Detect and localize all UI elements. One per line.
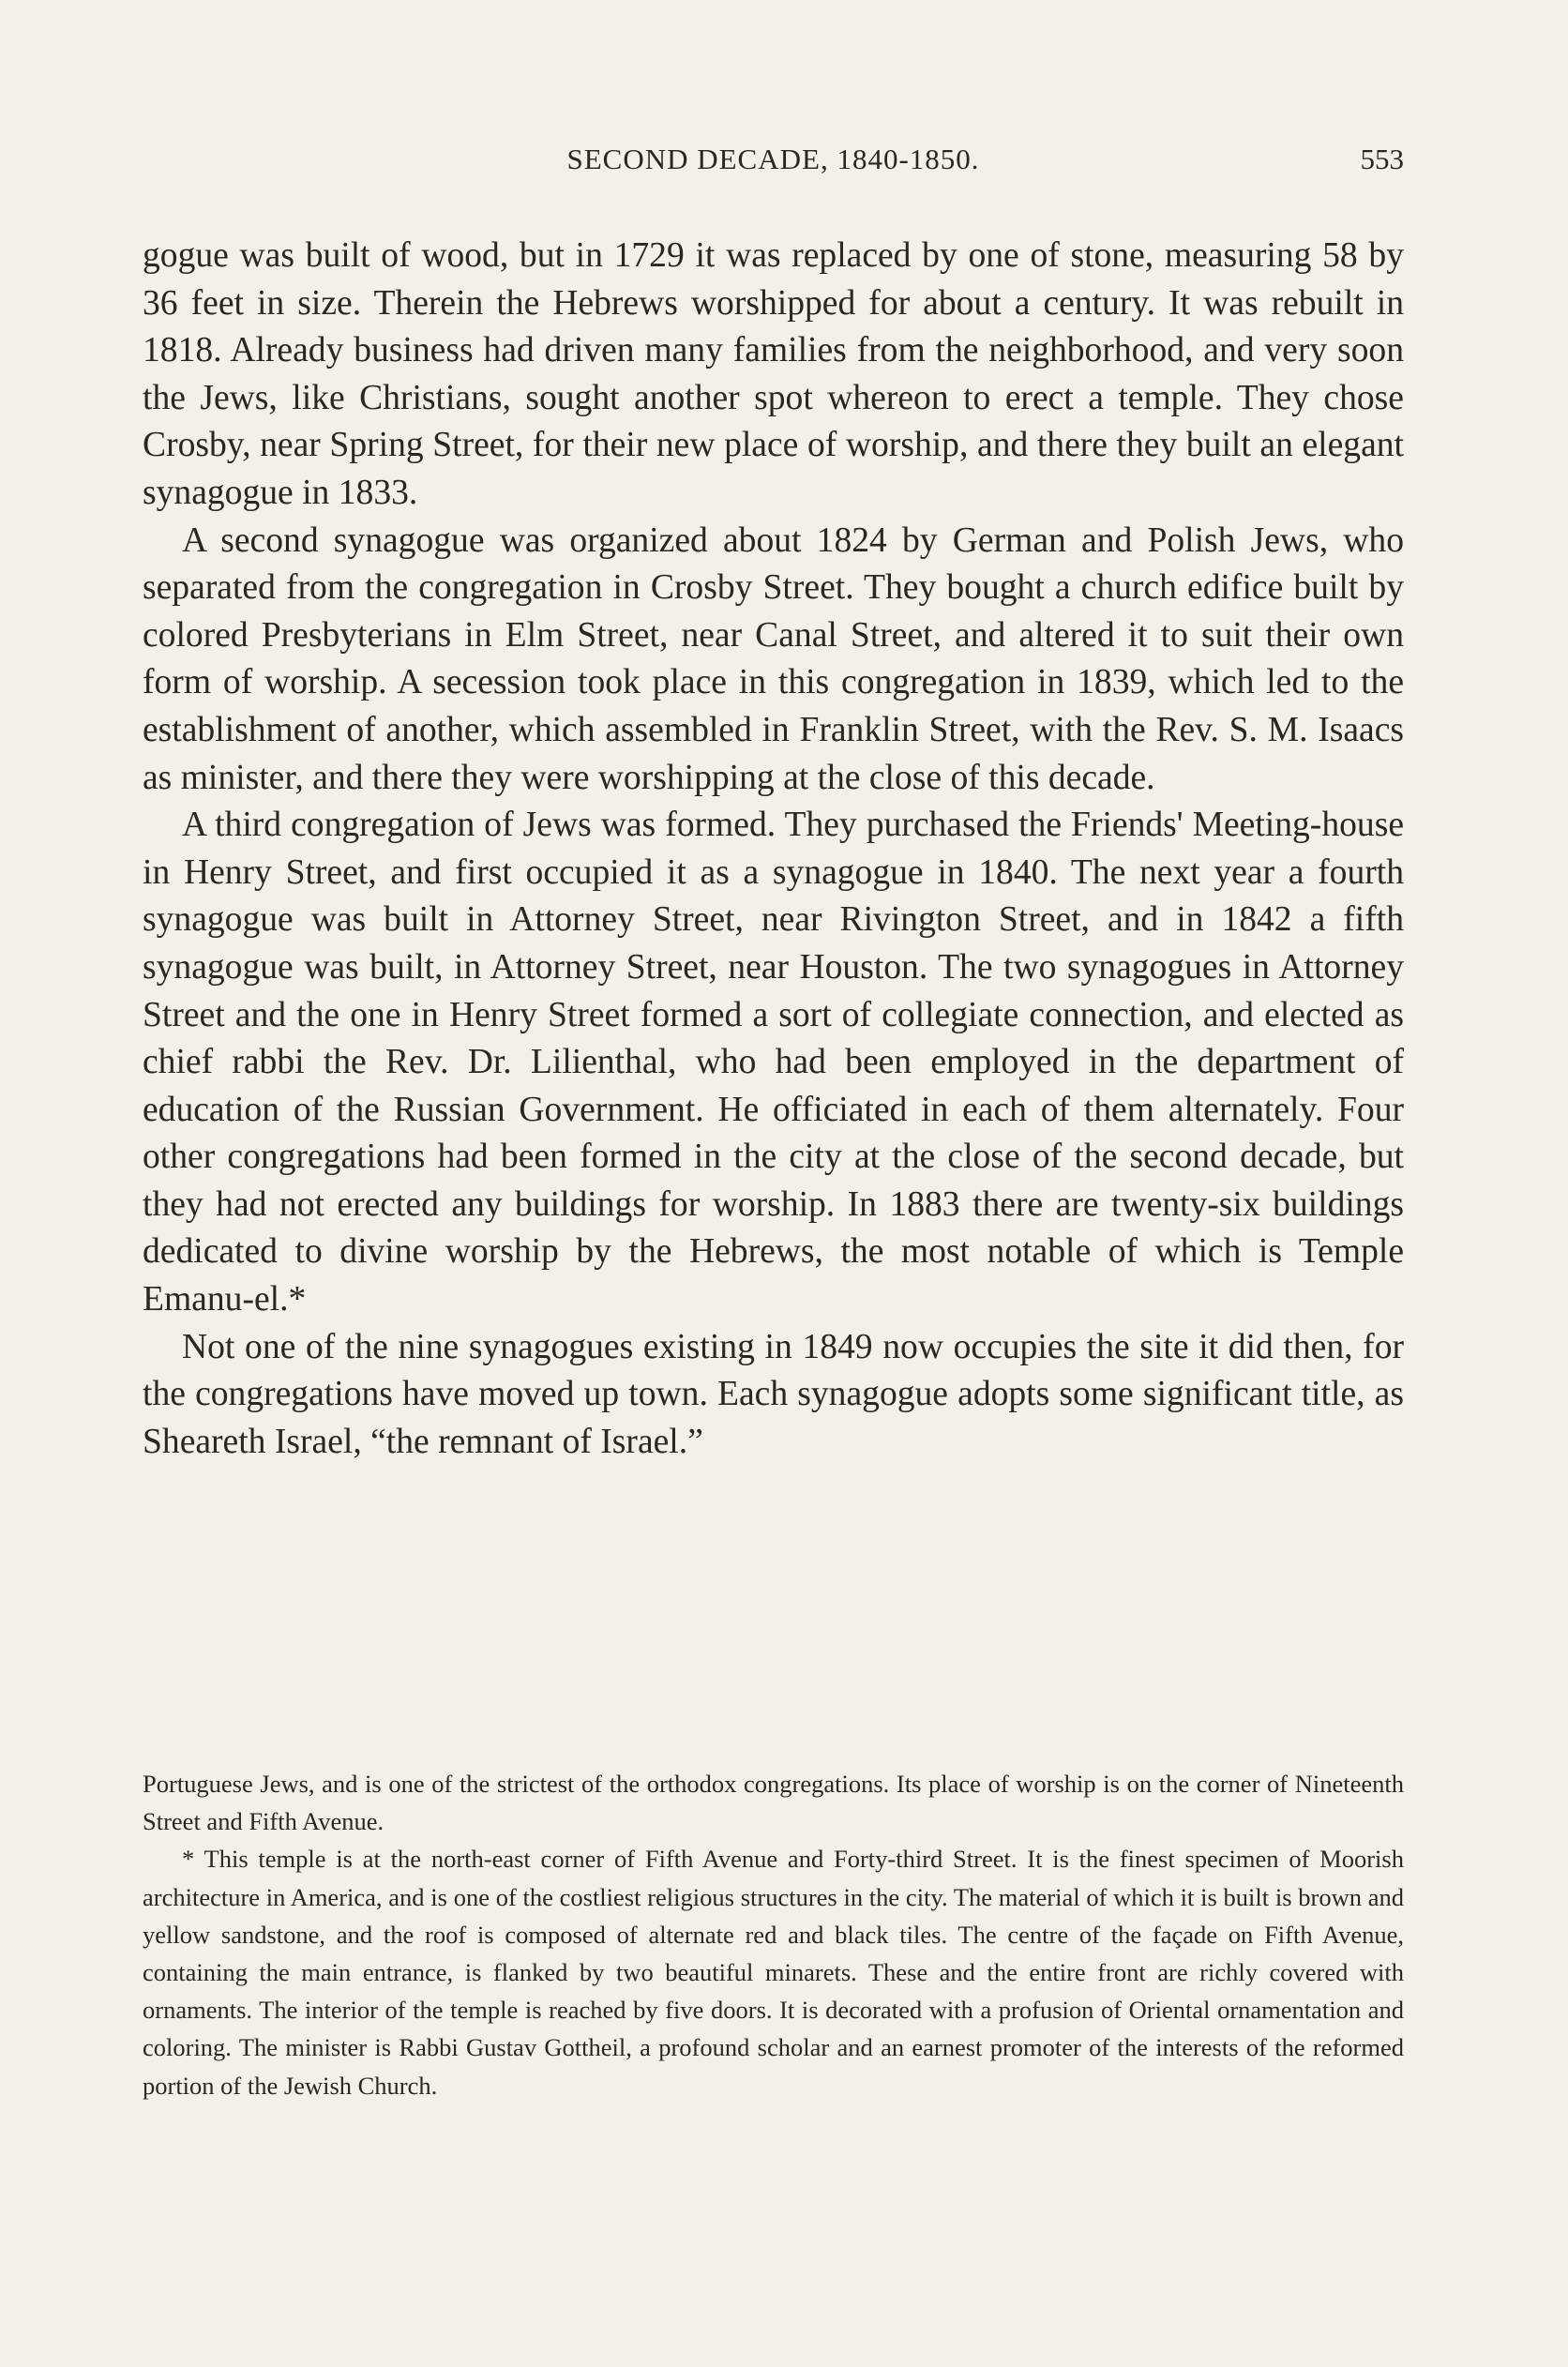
paragraph-third-congregation: A third congregation of Jews was formed. They purchased the Friends' Meeting-house in Henry Street, and first occupied it as a synagogue in 1840. The next year a fourth synagogue was built in Attorney Street, near Rivington Street, and in 1842 a fifth synagogue was built, in Attorney Street, near Houston. The two synagogues in Attorney Street and the one in Henry Street formed a sort of collegiate connection, and elected as chief rabbi the Rev. Dr. Lilienthal, who had been employed in the department of education of the Russian Government. He officiated in each of them alternately. Four other congregations had been formed in the city at the close of the second decade, but they had not erected any buildings for worship. In 1883 there are twenty-six buildings dedicated to divine worship by the Hebrews, the most notable of which is Temple Emanu-el.*: [143, 806, 1404, 1319]
page-header: [143, 143, 1404, 189]
footnote-temple-emanu-el: * This temple is at the north-east corner of Fifth Avenue and Forty-third Street. It is the finest specimen of Moorish architecture in America, and is one of the costliest religious structures in the city. The material of which it is built is brown and yellow sandstone, and the roof is composed of alternate red and black tiles. The centre of the façade on Fifth Avenue, containing the main entrance, is flanked by two beautiful minarets. These and the entire front are richly covered with ornaments. The interior of the temple is reached by five doors. It is decorated with a profusion of Oriental ornamentation and coloring. The minister is Rabbi Gustav Gottheil, a profound scholar and an earnest promoter of the interests of the reformed portion of the Jewish Church.: [143, 1845, 1404, 2100]
paragraph-continued: gogue was built of wood, but in 1729 it was replaced by one of stone, measuring 58 by 36 feet in size. Therein the Hebrews worshipped for about a century. It was rebuilt in 1818. Already business had driven many families from the neighborhood, and very soon the Jews, like Christians, sought another spot whereon to erect a temple. They chose Crosby, near Spring Street, for their new place of worship, and there they built an elegant synagogue in 1833.: [143, 236, 1404, 512]
running-head: SECOND DECADE, 1840-1850.: [566, 143, 980, 175]
footnote-continued: Portuguese Jews, and is one of the strictest of the orthodox congregations. Its place of worship is on the corner of Nineteenth Street and Fifth Avenue.: [143, 1770, 1404, 1836]
paragraph-second-synagogue: A second synagogue was organized about 1824 by German and Polish Jews, who separated from the congregation in Crosby Street. They bought a church edifice built by colored Presbyterians in Elm Street, near Canal Street, and altered it to suit their own form of worship. A secession took place in this congregation in 1839, which led to the establishment of another, which assembled in Franklin Street, with the Rev. S. M. Isaacs as minister, and there they were worshipping at the close of this decade.: [143, 520, 1404, 797]
body-text: [143, 233, 1404, 1466]
paragraph-nine-synagogues: Not one of the nine synagogues existing in 1849 now occupies the site it did then, for the congregations have moved up town. Each synagogue adopts some significant title, as Sheareth Israel, “the remnant of Israel.”: [143, 1327, 1404, 1461]
page-number: 553: [1360, 143, 1404, 175]
footnotes: [143, 1765, 1404, 2104]
